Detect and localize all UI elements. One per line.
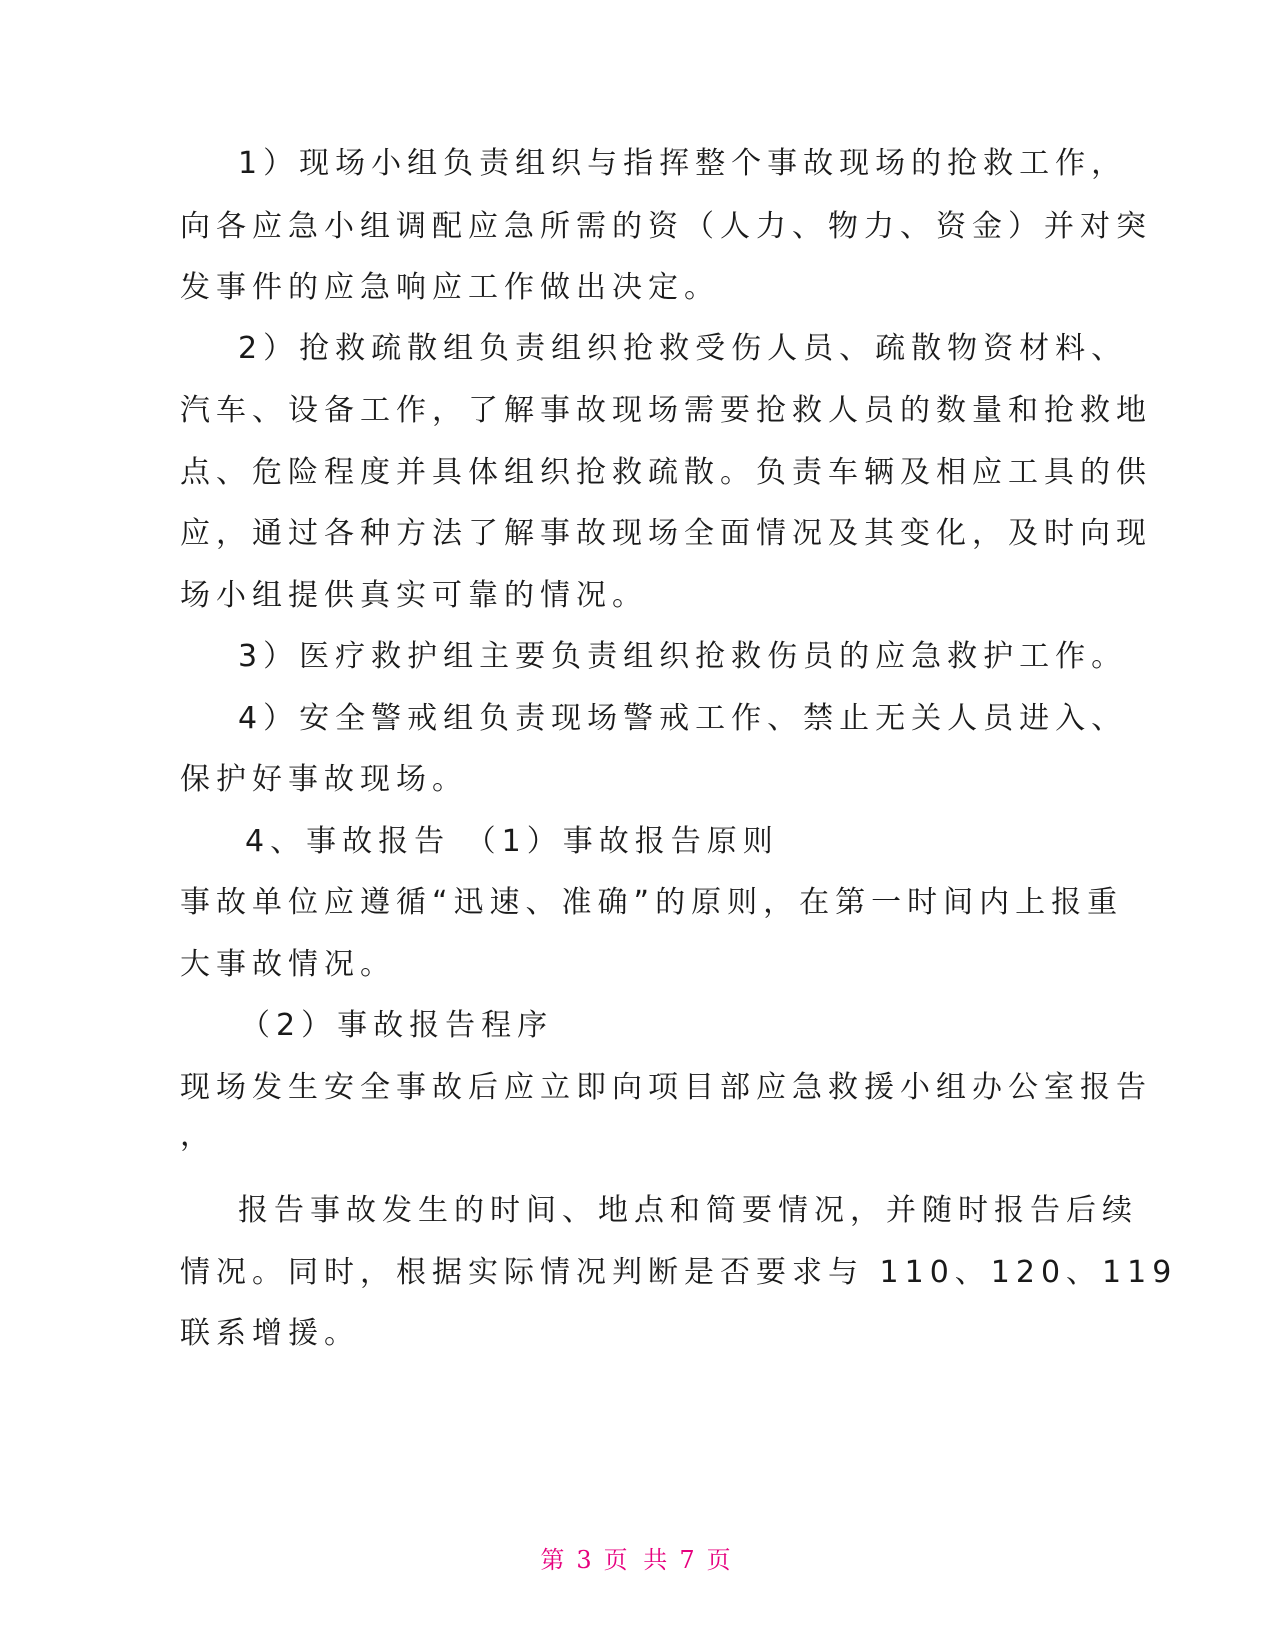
text-line: ， [180, 1118, 216, 1153]
text-line: 应，通过各种方法了解事故现场全面情况及其变化，及时向现 [180, 516, 1152, 551]
text-line: 联系增援。 [180, 1316, 360, 1351]
text-line: 事故单位应遵循“迅速、准确”的原则，在第一时间内上报重 [180, 885, 1124, 920]
text-line: 发事件的应急响应工作做出决定。 [180, 270, 720, 305]
text-line: 向各应急小组调配应急所需的资（人力、物力、资金）并对突 [180, 209, 1152, 244]
text-line: 保护好事故现场。 [180, 762, 468, 797]
footer-suffix: 页 [706, 1546, 735, 1574]
footer-total-pages: 7 [679, 1546, 699, 1574]
text-line: 场小组提供真实可靠的情况。 [180, 578, 648, 613]
text-line: 2）抢救疏散组负责组织抢救受伤人员、疏散物资材料、 [238, 331, 1128, 366]
text-line: 4）安全警戒组负责现场警戒工作、禁止无关人员进入、 [238, 701, 1128, 736]
text-line: 点、危险程度并具体组织抢救疏散。负责车辆及相应工具的供 [180, 455, 1152, 490]
section-heading: 4、事故报告 （1）事故报告原则 [245, 824, 779, 859]
section-heading: （2）事故报告程序 [240, 1008, 554, 1043]
text-line: 大事故情况。 [180, 947, 396, 982]
footer-prefix: 第 [540, 1546, 569, 1574]
text-line: 现场发生安全事故后应立即向项目部应急救援小组办公室报告 [180, 1070, 1152, 1105]
footer-page-number: 3 [576, 1546, 596, 1574]
text-line: 1）现场小组负责组织与指挥整个事故现场的抢救工作， [238, 146, 1128, 181]
text-line: 3）医疗救护组主要负责组织抢救伤员的应急救护工作。 [238, 639, 1128, 674]
text-line: 汽车、设备工作，了解事故现场需要抢救人员的数量和抢救地 [180, 393, 1152, 428]
page-footer [0, 1545, 1275, 1575]
text-line: 情况。同时，根据实际情况判断是否要求与 110、120、119 [180, 1255, 1178, 1290]
footer-middle: 页 共 [603, 1546, 672, 1574]
text-line: 报告事故发生的时间、地点和简要情况，并随时报告后续 [238, 1193, 1138, 1228]
